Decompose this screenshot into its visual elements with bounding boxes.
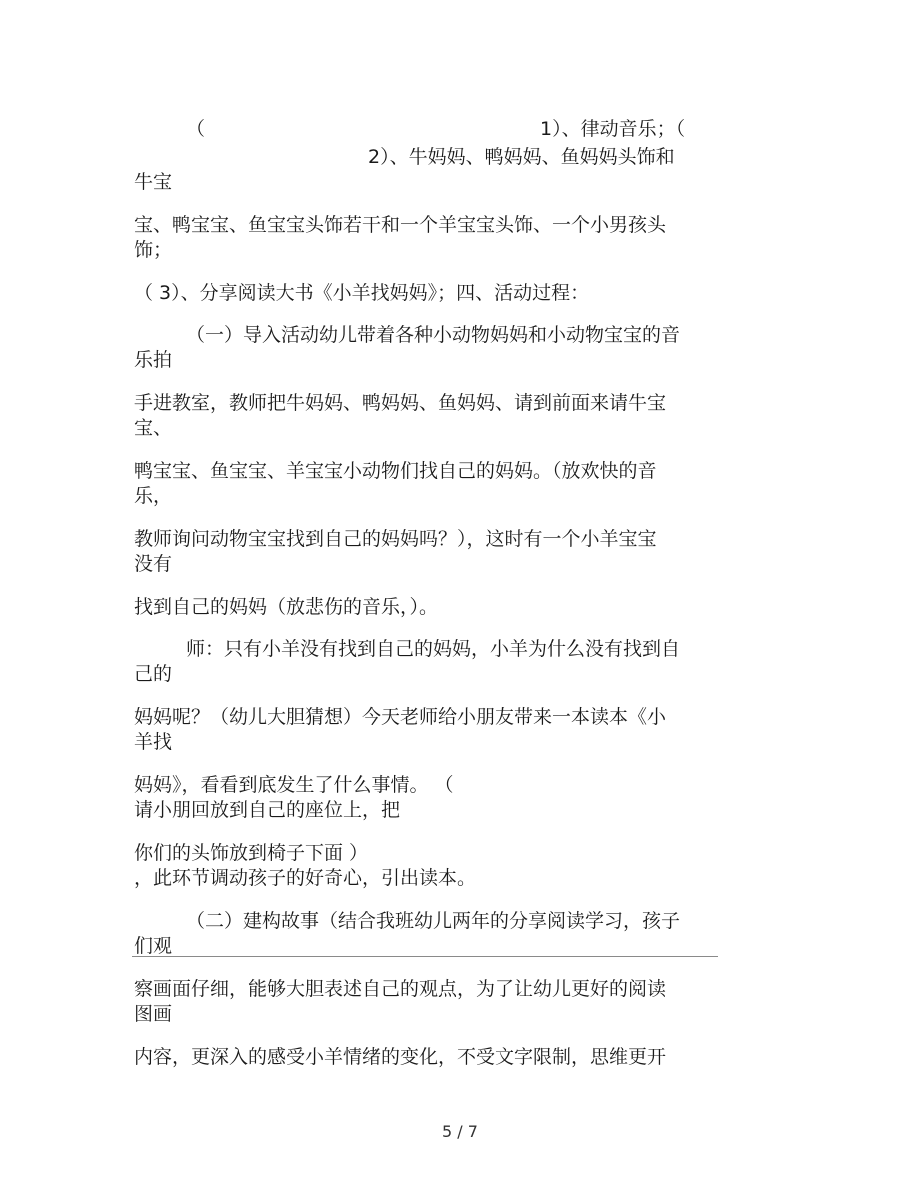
text-line-18: 己的 [134, 663, 173, 685]
text-line-6: 饰； [134, 239, 173, 261]
text-line-26: 们观 [134, 935, 173, 957]
text-line-20: 羊找 [134, 731, 173, 753]
horizontal-divider [132, 956, 718, 957]
text-line-7: （ 3）、分享阅读大书《小羊找妈妈》；四、活动过程： [134, 282, 590, 304]
text-line-27: 察画面仔细，能够大胆表述自己的观点，为了让幼儿更好的阅读 [134, 978, 667, 1000]
text-line-28: 图画 [134, 1003, 173, 1025]
text-line-2: 1）、律动音乐；（ [540, 118, 686, 140]
text-line-12: 鸭宝宝、鱼宝宝、羊宝宝小动物们找自己的妈妈。（放欢快的音 [134, 460, 657, 482]
text-line-10: 手进教室，教师把牛妈妈、鸭妈妈、鱼妈妈、请到前面来请牛宝 [134, 392, 667, 414]
text-line-14: 教师询问动物宝宝找到自己的妈妈吗？），这时有一个小羊宝宝 [134, 528, 657, 550]
text-line-9: 乐拍 [134, 349, 173, 371]
text-line-17: 师：只有小羊没有找到自己的妈妈，小羊为什么没有找到自 [186, 638, 681, 660]
text-line-16: 找到自己的妈妈（放悲伤的音乐，）。 [134, 596, 439, 618]
text-line-1: （ [186, 118, 206, 140]
text-line-11: 宝、 [134, 417, 173, 439]
text-line-19: 妈妈呢？（幼儿大胆猜想）今天老师给小朋友带来一本读本《小 [134, 706, 667, 728]
text-line-13: 乐， [134, 485, 173, 507]
text-line-25: （二）建构故事（结合我班幼儿两年的分享阅读学习，孩子 [186, 910, 681, 932]
text-line-24: ，此环节调动孩子的好奇心，引出读本。 [134, 867, 477, 889]
text-line-21: 妈妈》，看看到底发生了什么事情。 （ [134, 774, 454, 796]
text-line-8: （一）导入活动幼儿带着各种小动物妈妈和小动物宝宝的音 [186, 324, 681, 346]
text-line-22: 请小朋回放到自己的座位上，把 [134, 799, 401, 821]
text-line-3: 2）、牛妈妈、鸭妈妈、鱼妈妈头饰和 [368, 146, 675, 168]
text-line-5: 宝、鸭宝宝、鱼宝宝头饰若干和一个羊宝宝头饰、一个小男孩头 [134, 214, 667, 236]
page-number: 5 / 7 [442, 1122, 478, 1141]
text-line-29: 内容，更深入的感受小羊情绪的变化，不受文字限制，思维更开 [134, 1046, 667, 1068]
text-line-15: 没有 [134, 553, 173, 575]
text-line-23: 你们的头饰放到椅子下面 ） [134, 842, 369, 864]
text-line-4: 牛宝 [134, 171, 173, 193]
